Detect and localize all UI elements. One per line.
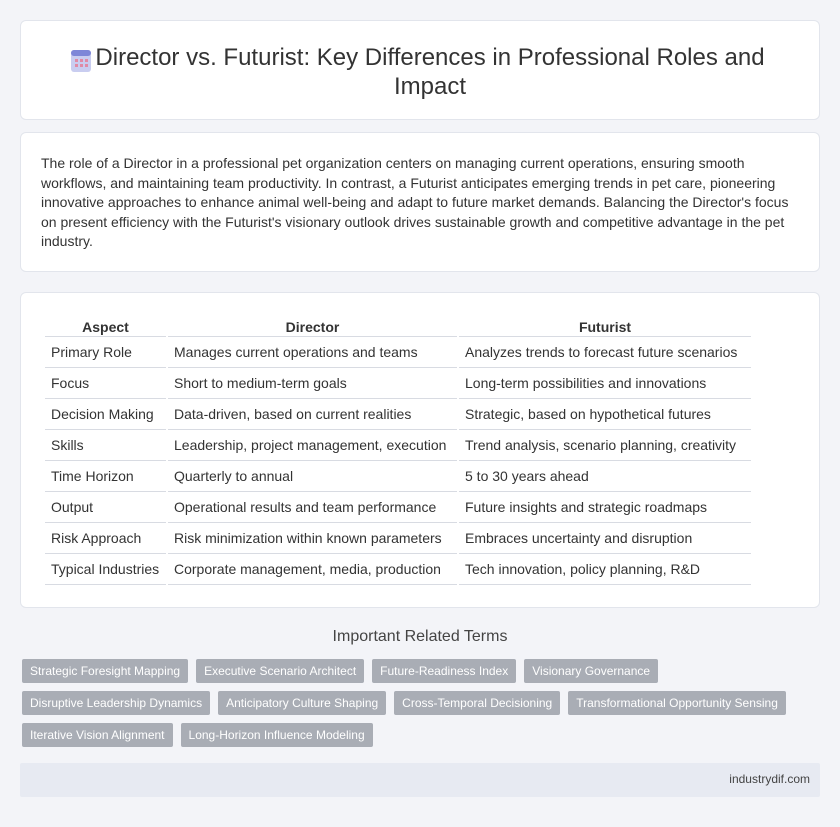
- cell-futurist: Embraces uncertainty and disruption: [459, 523, 751, 554]
- intro-paragraph: The role of a Director in a professional pet organization centers on managing current operations, ensuring smooth workflows, and maintaining team productivity. In contrast, a Futurist anticipates emerging trends in pet care, pioneering innovative approaches to enhance animal well-being and adapt to future market demands. Balancing the Director's focus on present efficiency with the Futurist's visionary outlook drives sustainable growth and competitive advantage in the pet industry.: [41, 155, 789, 250]
- related-terms-title: Important Related Terms: [332, 628, 508, 645]
- page-title: Director vs. Futurist: Key Differences in Professional Roles and Impact: [95, 44, 765, 100]
- cell-director: Data-driven, based on current realities: [168, 399, 457, 430]
- header-aspect: Aspect: [45, 315, 166, 337]
- table-row: [45, 337, 751, 368]
- cell-director: Manages current operations and teams: [168, 337, 457, 368]
- cell-futurist: Tech innovation, policy planning, R&D: [459, 554, 751, 585]
- cell-aspect: Output: [45, 492, 166, 523]
- related-term-tag[interactable]: Cross-Temporal Decisioning: [394, 691, 560, 715]
- table-row: [45, 368, 751, 399]
- related-term-tag[interactable]: Visionary Governance: [524, 659, 658, 683]
- cell-aspect: Decision Making: [45, 399, 166, 430]
- cell-futurist: Future insights and strategic roadmaps: [459, 492, 751, 523]
- cell-director: Operational results and team performance: [168, 492, 457, 523]
- table-row: [45, 554, 751, 585]
- cell-director: Leadership, project management, execution: [168, 430, 457, 461]
- related-term-tag[interactable]: Future-Readiness Index: [372, 659, 516, 683]
- related-terms-list: [22, 659, 802, 747]
- cell-aspect: Primary Role: [45, 337, 166, 368]
- related-term-tag[interactable]: Long-Horizon Influence Modeling: [181, 723, 373, 747]
- cell-futurist: Trend analysis, scenario planning, creativity: [459, 430, 751, 461]
- table-body: [45, 337, 751, 585]
- cell-director: Short to medium-term goals: [168, 368, 457, 399]
- cell-aspect: Typical Industries: [45, 554, 166, 585]
- cell-director: Risk minimization within known parameters: [168, 523, 457, 554]
- footer-site[interactable]: industrydif.com: [729, 772, 810, 786]
- cell-director: Corporate management, media, production: [168, 554, 457, 585]
- header-futurist: Futurist: [459, 315, 751, 337]
- cell-aspect: Skills: [45, 430, 166, 461]
- table-row: [45, 399, 751, 430]
- cell-aspect: Time Horizon: [45, 461, 166, 492]
- table-row: [45, 492, 751, 523]
- cell-futurist: 5 to 30 years ahead: [459, 461, 751, 492]
- table-header-row: [45, 315, 751, 337]
- table-row: [45, 430, 751, 461]
- related-term-tag[interactable]: Iterative Vision Alignment: [22, 723, 173, 747]
- cell-futurist: Strategic, based on hypothetical futures: [459, 399, 751, 430]
- cell-aspect: Risk Approach: [45, 523, 166, 554]
- cell-aspect: Focus: [45, 368, 166, 399]
- comparison-table: [43, 315, 753, 585]
- comparison-card: [20, 292, 820, 608]
- title-card: [20, 20, 820, 120]
- table-row: [45, 523, 751, 554]
- cell-futurist: Long-term possibilities and innovations: [459, 368, 751, 399]
- header-director: Director: [168, 315, 457, 337]
- related-term-tag[interactable]: Transformational Opportunity Sensing: [568, 691, 786, 715]
- cell-futurist: Analyzes trends to forecast future scenarios: [459, 337, 751, 368]
- related-term-tag[interactable]: Disruptive Leadership Dynamics: [22, 691, 210, 715]
- related-term-tag[interactable]: Anticipatory Culture Shaping: [218, 691, 386, 715]
- footer: [20, 763, 820, 797]
- intro-card: [20, 132, 820, 272]
- table-row: [45, 461, 751, 492]
- related-term-tag[interactable]: Executive Scenario Architect: [196, 659, 364, 683]
- related-term-tag[interactable]: Strategic Foresight Mapping: [22, 659, 188, 683]
- cell-director: Quarterly to annual: [168, 461, 457, 492]
